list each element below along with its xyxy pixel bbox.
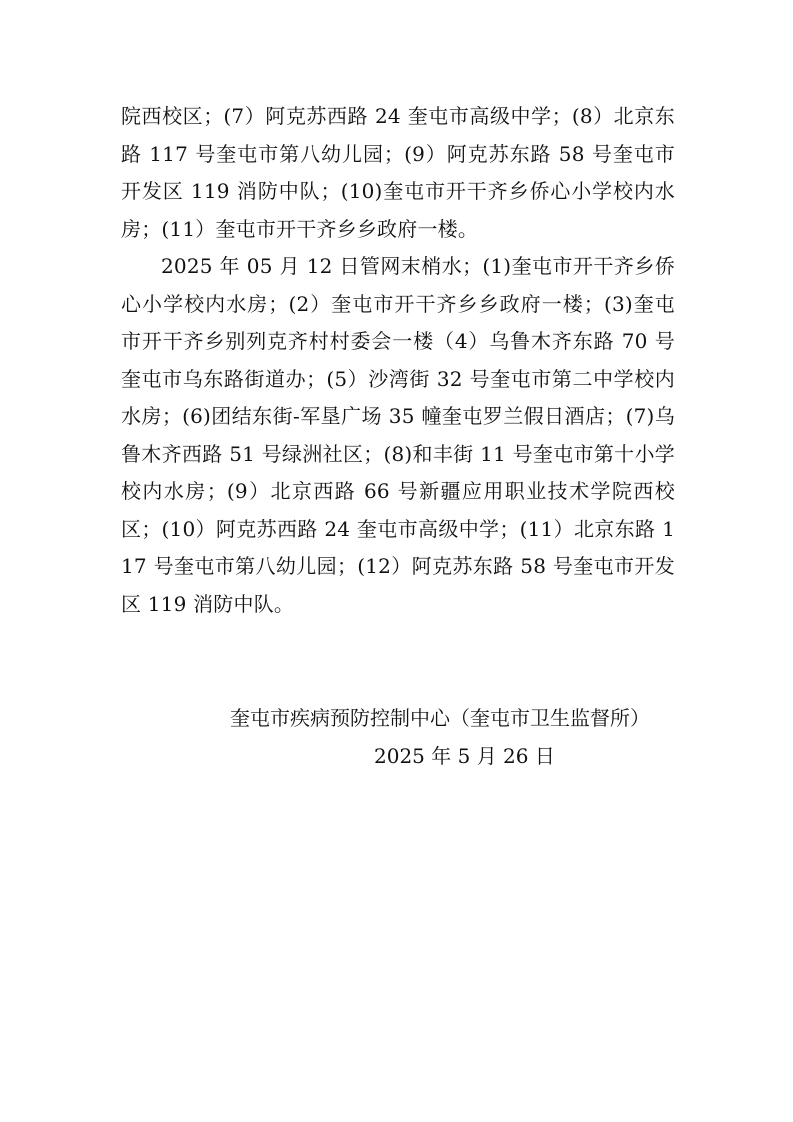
signature-block bbox=[230, 700, 700, 775]
signature-date: 2025 年 5 月 26 日 bbox=[374, 743, 555, 768]
paragraph-sampling-may-12: 2025 年 05 月 12 日管网末梢水；(1)奎屯市开干齐乡侨心小学校内水房；(2）奎屯市开干齐乡乡政府一楼；(3)奎屯市开干齐乡别列克齐村村委会一楼（4）乌鲁木齐东路 70 号奎屯市乌东路街道办；(5）沙湾街 32 号奎屯市第二中学校内水房；(6)团结东街-军垦广场 35 幢奎屯罗兰假日酒店；(7)乌鲁木齐西路 51 号绿洲社区；(8)和丰街 11 号奎屯市第十小学校内水房；(9）北京西路 66 号新疆应用职业技术学院西校区；(10）阿克苏西路 24 奎屯市高级中学；(11）北京东路 117 号奎屯市第八幼儿园；(12）阿克苏东路 58 号奎屯市开发区 119 消防中队。 bbox=[121, 254, 675, 616]
signature-organization: 奎屯市疾病预防控制中心（奎屯市卫生监督所） bbox=[230, 706, 650, 730]
document-body bbox=[121, 98, 675, 623]
paragraph-continuation: 院西校区；(7）阿克苏西路 24 奎屯市高级中学；(8）北京东路 117 号奎屯市第八幼儿园；(9）阿克苏东路 58 号奎屯市开发区 119 消防中队；(10)奎屯市开干齐乡侨心小学校内水房；(11）奎屯市开干齐乡乡政府一楼。 bbox=[121, 104, 675, 241]
